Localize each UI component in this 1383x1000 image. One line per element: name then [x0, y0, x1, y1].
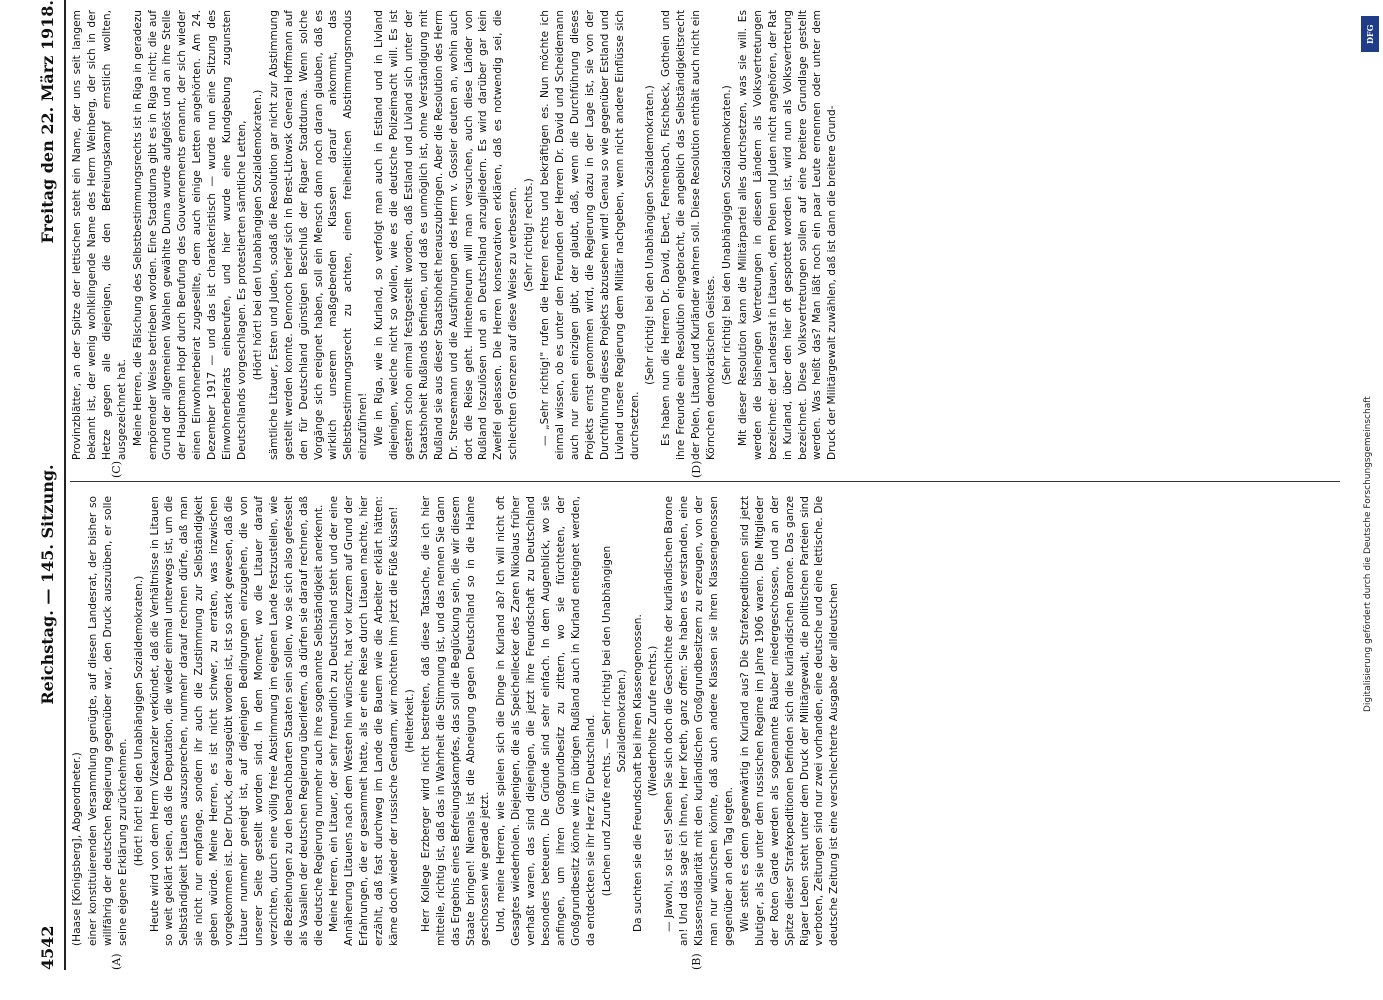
page-header — [30, 0, 66, 970]
margin-letter-c: (C) — [110, 461, 123, 478]
right-column — [70, 10, 1340, 460]
paragraph: Meine Herren, ein Litauer, der sehr freundlich zu Deutschland steht und der eine Annäherung Litauens nach dem Westen hin wünscht, hat vor kurzem auf Grund der Erfahrungen, die er gesammelt hatte, als er eine Reise durch Litauen machte, hier erzählt, daß fast durchweg im Lande die Bauern wie die Arbeiter erklärt hätten: käme doch wieder der russische Gendarm, wir möchten ihm jetzt die Füße küssen! — [328, 496, 401, 946]
rotated-page — [30, 0, 1350, 970]
interjection: (Hört! hört! bei den Unabhängigen Sozialdemokraten.) — [251, 89, 264, 381]
interjection: (Wiederholte Zurufe rechts.) — [647, 645, 660, 797]
interjection: (Sehr richtig! bei den Unabhängigen Sozialdemokraten.) — [644, 85, 657, 385]
left-column — [70, 496, 1340, 946]
paragraph: Meine Herren, die Fälschung des Selbstbestimmungsrechts ist in Riga in geradezu empörender Weise betrieben worden. Eine Stadtduma gibt es in Riga nicht; die auf Grund der allgemeinen Wahlen gewählte Duma wurde aufgelöst und an ihre Stelle der Hauptmann Hopf durch Berufung des Gouvernements ernannt, der sich wieder einen Einwohnerbeirat zugesellte, dem auch einige Letten angehörten. Am 24. Dezember 1917 — und das ist charakteristisch — wurde nun eine Sitzung des Einwohnerbeirats einberufen, und hier wurde eine Kundgebung zugunsten Deutschlands vorgeschlagen. Es protestierten sämtliche Letten, — [131, 10, 248, 460]
paragraph: Herr Kollege Erzberger wird nicht bestreiten, daß diese Tatsache, die ich hier mitteile, richtig ist, daß das in Wahrheit die Stimmung ist, und das nennen Sie dann das Ergebnis eines Befreiungskampfes, das soll die Beglückung sein, die wir diesem Staate bringen! Niemals ist die Abneigung gegen Deutschland so in die Halme geschossen wie gerade jetzt. — [419, 496, 492, 946]
text-columns — [70, 0, 1340, 970]
column-divider — [70, 481, 1340, 482]
paragraph: Es haben nun die Herren Dr. David, Ebert, Fehrenbach, Fischbeck, Gothein und ihre Freunde eine Resolution eingebracht, die angeblich das Selbständigkeitsrecht der Polen, Litauer und Kurländer wahren soll. Diese Resolution enthält auch nicht ein Körnchen demokratischen Geistes. — [660, 10, 718, 460]
paragraph: sämtliche Litauer, Esten und Juden, sodaß die Resolution gar nicht zur Abstimmung gestellt werden konnte. Dennoch berief sich in Brest-Litowsk General Hoffmann auf den für Deutschland günstigen Beschluß der Rigaer Stadtduma. Wenn solche Vorgänge sich ereignet haben, soll ein Mensch dann noch daran glauben, daß es wirklich unserem maßgebenden Klassen darauf ankommt, das Selbstbestimmungsrecht zu achten, einen freiheitlichen Abstimmungsmodus einzuführen! — [267, 10, 370, 460]
paragraph: Und, meine Herren, wie spielen sich die Dinge in Kurland ab? Ich will nicht oft Gesagtes wiederholen. Diejenigen, die als Speichellecker des Zaren Nikolaus früher verhaßt waren, das sind diejenigen, die jetzt ihre Freundschaft zu Deutschland besonders beteuern. Die Gründe sind sehr einfach. In dem Augenblick, wo sie anfingen, um ihren Großgrundbesitz zu zittern, wo sie fürchteten, der Großgrundbesitz könne wie im übrigen Rußland auch in Kurland enteignet werden, da entdeckten sie ihr Herz für Deutschland. — [495, 496, 597, 946]
paragraph: — „Sehr richtig!" rufen die Herren rechts und bekräftigen es. Nun möchte ich einmal wissen, ob es unter den Freunden der Herren Dr. David und Scheidemann auch nur einen einzigen gibt, der glaubt, daß, wenn die Durchführung dieses Projekts ernst genommen wird, die Regierung dazu in der Lage ist, sie von der Durchführung dieses Projekts abzusehen wird! Genau so wie gegenüber Estland und Livland unsere Regierung dem Militär nachgeben, wenn nicht andere Einflüsse sich durchsetzen. — [539, 10, 641, 460]
paragraph: — Jawohl, so ist es! Sehen Sie sich doch die Geschichte der kurländischen Barone an! Und das sage ich Ihnen, Herr Kreth, ganz offen: Sie haben es verstanden, eine Klassensolidarität mit den kurländischen Großgrundbesitzern zu erzeugen, von der man nur wünschen könnte, daß auch andere Klassen sie ihren Klassengenossen gegenüber an den Tag legten. — [663, 496, 735, 946]
paragraph: Wie steht es denn gegenwärtig in Kurland aus? Die Strafexpeditionen sind jetzt blutiger, als sie unter dem russischen Regime im Jahre 1906 waren. Die Mitglieder der Roten Garde werden als sogenannte Räuber niedergeschossen, und an der Spitze dieser Strafexpeditionen befinden sich die kurländischen Barone. Das ganze Rigaer Leben steht unter dem Druck der Militärgewalt, die politischen Parteien sind verboten, Zeitungen sind nur zwei vorhanden, eine deutsche und eine lettische. Die deutsche Zeitung ist eine verschlechterte Ausgabe der alldeutschen — [738, 496, 841, 946]
paragraph: Provinzblätter, an der Spitze der lettischen steht ein Name, der uns seit langem bekannt ist, der wenig wohlklingende Name des Herrn Weinberg, der sich in der Hetze gegen alle diejenigen, die den Befreiungskampf ernstlich wollten, ausgezeichnet hat. — [71, 10, 128, 460]
paragraph: einer konstituierenden Versammlung genügte, auf diesen Landesrat, der bisher so willfährig der deutschen Regierung gegenüber war, den Druck auszuüben, er solle seine eigene Erklärung zurücknehmen. — [86, 496, 129, 946]
margin-letter-b: (B) — [690, 953, 703, 970]
credit-text: Digitalisierung gefördert durch die Deutsche Forschungsgemeinschaft — [1363, 396, 1373, 712]
page-number: 4542 — [37, 925, 57, 970]
digitization-credit — [1359, 12, 1381, 992]
interjection: (Sehr richtig! rechts.) — [523, 178, 536, 292]
speaker-line: (Haase [Königsberg], Abgeordneter.) — [71, 752, 83, 946]
interjection: (Lachen und Zurufe rechts. — Sehr richtig! bei den Unabhängigen Sozialdemokraten.) — [600, 545, 628, 897]
paragraph: Da suchten sie die Freundschaft bei ihren Klassengenossen. — [631, 614, 644, 932]
margin-letter-a: (A) — [110, 953, 123, 970]
dfg-logo: DFG — [1361, 16, 1379, 52]
paragraph: Wie in Riga, wie in Kurland, so verfolgt man auch in Estland und in Livland diejenigen, welche nicht so wollen, wie es die deutsche Polizeimacht will. Es ist gestern schon einmal festgestellt worden, daß Estland und Livland sich unter der Staatshoheit Rußlands befinden, und daß es unmöglich ist, ohne Verständigung mit Rußland sie aus dieser Staatshoheit herauszubringen. Aber die Resolution des Herrn Dr. Stresemann und die Ausführungen des Herrn v. Gossler deuten an, wohin auch dort die Reise geht. Hintenherum will man versuchen, auch diese Länder von Rußland loszulösen und an Deutschland anzugliedern. Es wird darüber gar kein Zweifel gelassen. Die Herren konservativen erklären, daß es notwendig sei, die schlechten Grenzen auf diese Weise zu verbessern. — [373, 10, 520, 460]
paragraph: Heute wird von dem Herrn Vizekanzler verkündet, daß die Verhältnisse in Litauen so weit geklärt seien, daß die Deputation, die wieder einmal unterwegs ist, um die Selbständigkeit Litauens auszusprechen, nunmehr darauf rechnen dürfe, daß man sie nicht nur empfange, sondern ihr auch die Zustimmung zur Selbständigkeit geben würde. Meine Herren, es ist nicht schwer, zu erraten, was inzwischen vorgekommen ist. Der Druck, der ausgeübt worden ist, ist so stark gewesen, daß die Litauer nunmehr geneigt ist, auf diejenigen Bedingungen einzugehen, die von unserer Seite gestellt worden sind. In dem Moment, wo die Litauer darauf verzichten, durch eine völlig freie Abstimmung im eigenen Lande festzustellen, wie die Beziehungen zu den benachbarten Staaten sein sollen, wo sie sich also gefesselt als Vasallen der deutschen Regierung überliefern, da dürfen sie darauf rechnen, daß die deutsche Regierung nunmehr auch ihre sogenannte Selbständigkeit anerkennt. — [148, 496, 325, 946]
page-date: Freitag den 22. März 1918. — [37, 0, 57, 244]
interjection: (Heiterkeit.) — [403, 689, 416, 753]
interjection: (Sehr richtig! bei den Unabhängigen Sozialdemokraten.) — [720, 85, 733, 385]
paragraph: Mit dieser Resolution kann die Militärpartei alles durchsetzen, was sie will. Es werden die bisherigen Vertretungen in diesen Ländern als Volksvertretungen bezeichnet: der Landesrat in Litauen, dem Polen und Juden nicht angehören, der Rat in Kurland, über den hier oft gespottet worden ist, wird nun als Volksvertretung bezeichnet. Diese Volksvertretungen sollen auf eine breitere Grundlage gestellt werden. Was heißt das? Man läßt noch ein paar Leute ernennen oder unter dem Druck der Militärgewalt zuwählen, daß ist dann die breitere Grund- — [736, 10, 839, 460]
margin-letter-d: (D) — [690, 460, 703, 478]
session-title: Reichstag. — 145. Sitzung. — [37, 464, 57, 705]
interjection: (Hört! hört! bei den Unabhängigen Sozialdemokraten.) — [132, 575, 145, 867]
